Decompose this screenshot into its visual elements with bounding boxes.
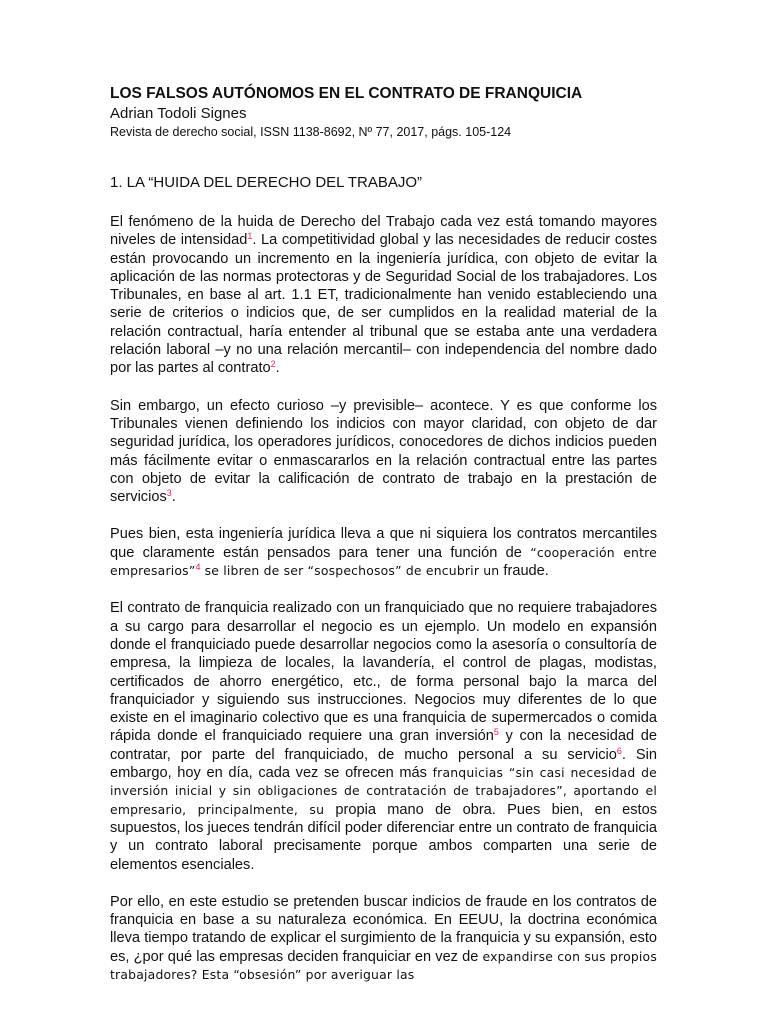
paragraph-3-text-c: fraude. — [499, 563, 549, 580]
paragraph-2 — [110, 397, 657, 507]
article-title: LOS FALSOS AUTÓNOMOS EN EL CONTRATO DE FRANQUICIA — [110, 85, 583, 102]
author-name: Adrian Todoli Signes — [110, 105, 247, 122]
paragraph-4-text-e: propia mano de obra. Pues bien, en estos supuestos, los jueces tendrán difícil poder diferenciar entre un contrato de franquicia y un contrato laboral precisamente porque ambos comparten una serie de elementos esenciales. — [110, 801, 658, 873]
footnote-ref-4[interactable]: 4 — [195, 562, 201, 573]
paragraph-2-text-b: . — [171, 489, 176, 506]
paragraph-5 — [110, 893, 657, 984]
footnote-ref-1[interactable]: 1 — [247, 231, 253, 242]
paragraph-4 — [110, 599, 657, 873]
paragraph-4-text-c: . Sin embargo, hoy en día, cada vez se ofrecen más — [110, 746, 658, 782]
paragraph-3-text-b: se libren de ser “sospechosos” de encubrir un — [200, 563, 500, 579]
paragraph-5-text-b: expandirse con sus propios trabajadores? Esta “obsesión” por averiguar las — [110, 948, 657, 982]
paragraph-1-text-b: . La competitividad global y las necesidades de reducir costes están provocando un incremento en la ingeniería jurídica, con objeto de evitar la aplicación de las normas protectoras y de Seguridad Social de los trabajadores. Los Tribunales, en base al art. 1.1 ET, tradicionalmente han venido estableciendo una serie de criterios o indicios que, de ser cumplidos en la realidad material de la relación contractual, haría entender al tribunal que se estaba ante una verdadera relación laboral –y no una relación mercantil– con independencia del nombre dado por las partes al contrato — [110, 232, 657, 377]
paragraph-3-text-a: Pues bien, esta ingeniería jurídica lleva a que ni siquiera los contratos mercantiles que claramente están pensados para tener una función de — [110, 526, 657, 561]
paragraph-1-text-c: . — [275, 360, 280, 377]
paragraph-1 — [110, 213, 657, 378]
paragraph-1-text-a: El fenómeno de la huida de Derecho del Trabajo cada vez está tomando mayores niveles de intensidad — [110, 214, 657, 249]
footnote-ref-2[interactable]: 2 — [270, 359, 276, 370]
paragraph-3 — [110, 525, 657, 580]
footnote-ref-5[interactable]: 5 — [493, 727, 499, 738]
journal-reference: Revista de derecho social, ISSN 1138-8692, Nº 77, 2017, págs. 105-124 — [110, 125, 512, 139]
paragraph-3-quote: “cooperación entre empresarios” — [110, 544, 658, 579]
paragraph-4-text-a: El contrato de franquicia realizado con un franquiciado que no requiere trabajadores a su cargo para desarrollar el negocio es un ejemplo. Un modelo en expansión donde el franquiciado puede desarrollar negocios como la asesoría o consultoría de empresa, la limpieza de locales, la lavandería, el control de plagas, modistas, certificados de ahorro energético, etc., de forma personal bajo la marca del franquiciador y siguiendo sus instrucciones. Negocios muy diferentes de lo que existe en el imaginario colectivo que es una franquicia de supermercados o comida rápida donde el franquiciado requiere una gran inversión — [110, 600, 657, 745]
footnote-ref-6[interactable]: 6 — [616, 745, 622, 756]
section-heading: 1. LA “HUIDA DEL DERECHO DEL TRABAJO” — [110, 174, 423, 191]
paragraph-4-text-b: y con la necesidad de contratar, por parte del franquiciado, de mucho personal a su servicio — [110, 728, 657, 763]
footnote-ref-3[interactable]: 3 — [166, 488, 172, 499]
paragraph-5-text-a: Por ello, en este estudio se pretenden buscar indicios de fraude en los contratos de franquicia en base a su naturaleza económica. En EEUU, la doctrina económica lleva tiempo tratando de explicar el surgimiento de la franquicia y su expansión, esto es, ¿por qué las empresas deciden franquiciar en vez de — [110, 893, 657, 965]
paragraph-2-text-a: Sin embargo, un efecto curioso –y previsible– acontece. Y es que conforme los Tribunales vienen definiendo los indicios con mayor claridad, con objeto de dar seguridad jurídica, los operadores jurídicos, conocedores de dichos indicios pueden más fácilmente evitar o enmascararlos en la relación contractual entre las partes con objeto de evitar la calificación de contrato de trabajo en la prestación de servicios — [110, 397, 657, 506]
paragraph-4-text-d: franquicias “sin casi necesidad de inversión inicial y sin obligaciones de contratación de trabajadores”, aportando el empresario, principalmente, su — [110, 765, 657, 817]
document-body — [110, 84, 657, 984]
